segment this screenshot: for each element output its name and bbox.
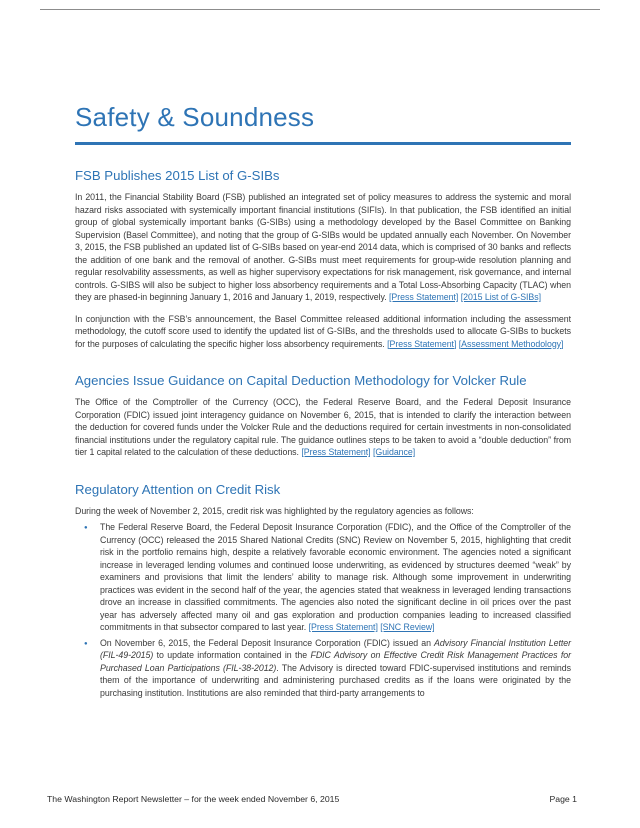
- credit-risk-bullet-list: [75, 521, 571, 699]
- title-underline-rule: [75, 142, 571, 145]
- paragraph-volcker: [75, 396, 571, 459]
- text-run: In conjunction with the FSB’s announcement, the Basel Committee released additional information including the assessment methodology, the cutoff score used to identify the updated list of G-SIBs, and the thresholds used to allocate G-SIBs to buckets for the purposes of calculating the specific higher loss absorbency requirements.: [75, 313, 571, 349]
- page-content: [75, 0, 571, 702]
- section-fsb-gsib-list: [75, 168, 571, 350]
- inline-link[interactable]: [Guidance]: [373, 447, 416, 457]
- text-run: The Federal Reserve Board, the Federal Deposit Insurance Corporation (FDIC), and the Office of the Comptroller of the Currency (OCC) released the 2015 Shared National Credits (SNC) Review on November 5, 2015, highlighting that credit risk in the portfolio remains high, despite a relatively favorable economic environment. The agencies noted a significant increase in leveraged lending volumes and continued loose underwriting, as evidenced by structures deemed “weak” by examiners and provisions that limit the lenders’ ability to manage risk. Although some improvement in underwriting practices was evident in the second half of the year, the agencies stated that weakness in leveraged lending transactions drove an increase in classified commitments. The agencies also noted the significant decline in oil prices over the past year has adversely affected many oil and gas exploration and production companies leading to increased classified commitments in that subsector compared to last year.: [100, 522, 571, 632]
- text-run: In 2011, the Financial Stability Board (FSB) published an integrated set of policy measures to address the systemic and moral hazard risks associated with systemically important financial institutions (SIFIs). In that publication, the FSB identified an initial group of global systemically important banks (G-SIBs) using a methodology developed by the Basel Committee on Banking Supervision (Basel Committee), and noting that the group of G-SIBs would be updated annually each November. On November 3, 2015, the FSB published an updated list of G-SIBs based on year-end 2014 data, which is comprised of 30 banks and reflects the addition of one bank and the removal of another. G-SIBs must meet requirements for group-wide resolution planning and regular resolvability assessments, as well as higher supervisory expectations for risk management, risk governance, and internal controls. G-SIBS will also be subject to higher loss absorbency requirements and a Total Loss-Absorbing Capacity (TLAC) when they are phased-in beginning January 1, 2016 and January 1, 2019, respectively.: [75, 192, 571, 302]
- bullet-snc-review: [75, 521, 571, 634]
- text-run: The Office of the Comptroller of the Currency (OCC), the Federal Reserve Board, and the Federal Deposit Insurance Corporation (FDIC) issued joint interagency guidance on November 6, 2015, that is intended to clarify the interaction between the deduction for covered funds under the Volcker Rule and the deductions required for certain investments in non-consolidated financial institutions under the regulatory capital rule. The guidance outlines steps to be taken to avoid a “double deduction” from tier 1 capital related to the calculation of these deductions.: [75, 397, 571, 457]
- paragraph-fsb-1: [75, 191, 571, 304]
- section-credit-risk: [75, 482, 571, 700]
- paragraph-fsb-2: [75, 313, 571, 351]
- footer-newsletter-title: The Washington Report Newsletter – for the week ended November 6, 2015: [47, 794, 340, 804]
- section-heading-credit-risk: Regulatory Attention on Credit Risk: [75, 481, 281, 497]
- section-heading-volcker: Agencies Issue Guidance on Capital Deduction Methodology for Volcker Rule: [75, 373, 527, 388]
- section-volcker-guidance: [75, 373, 571, 459]
- section-heading-fsb: FSB Publishes 2015 List of G-SIBs: [75, 168, 280, 183]
- inline-link[interactable]: [Assessment Methodology]: [458, 338, 564, 349]
- inline-link[interactable]: [SNC Review]: [380, 622, 435, 632]
- inline-link[interactable]: [2015 List of G-SIBs]: [460, 292, 542, 302]
- inline-link[interactable]: [Press Statement]: [301, 447, 371, 457]
- text-run: to update information contained in the: [153, 650, 311, 660]
- bullet-fdic-advisory: [75, 637, 571, 700]
- inline-link[interactable]: [Press Statement]: [387, 338, 457, 349]
- credit-risk-intro: During the week of November 2, 2015, credit risk was highlighted by the regulatory agencies as follows:: [75, 505, 474, 516]
- text-run: . The Advisory is directed toward FDIC-supervised institutions and reminds them of the importance of underwriting and administering purchased credits as if the loans were originated by the purchasing institution. Institutions are also reminded that third-party arrangements to: [100, 662, 571, 698]
- italic-text-run: FDIC Advisory on Effective Credit Risk Management Practices for Purchased Loan Participations (FIL-38-2012): [100, 650, 571, 673]
- text-run: On November 6, 2015, the Federal Deposit Insurance Corporation (FDIC) issued an: [100, 637, 435, 648]
- footer-page-number: Page 1: [549, 794, 577, 804]
- italic-text-run: Advisory Financial Institution Letter (FIL-49-2015): [100, 637, 572, 660]
- page-footer: [47, 794, 577, 804]
- page-title: Safety & Soundness: [75, 102, 315, 132]
- inline-link[interactable]: [Press Statement]: [389, 292, 459, 302]
- inline-link[interactable]: [Press Statement]: [308, 622, 378, 632]
